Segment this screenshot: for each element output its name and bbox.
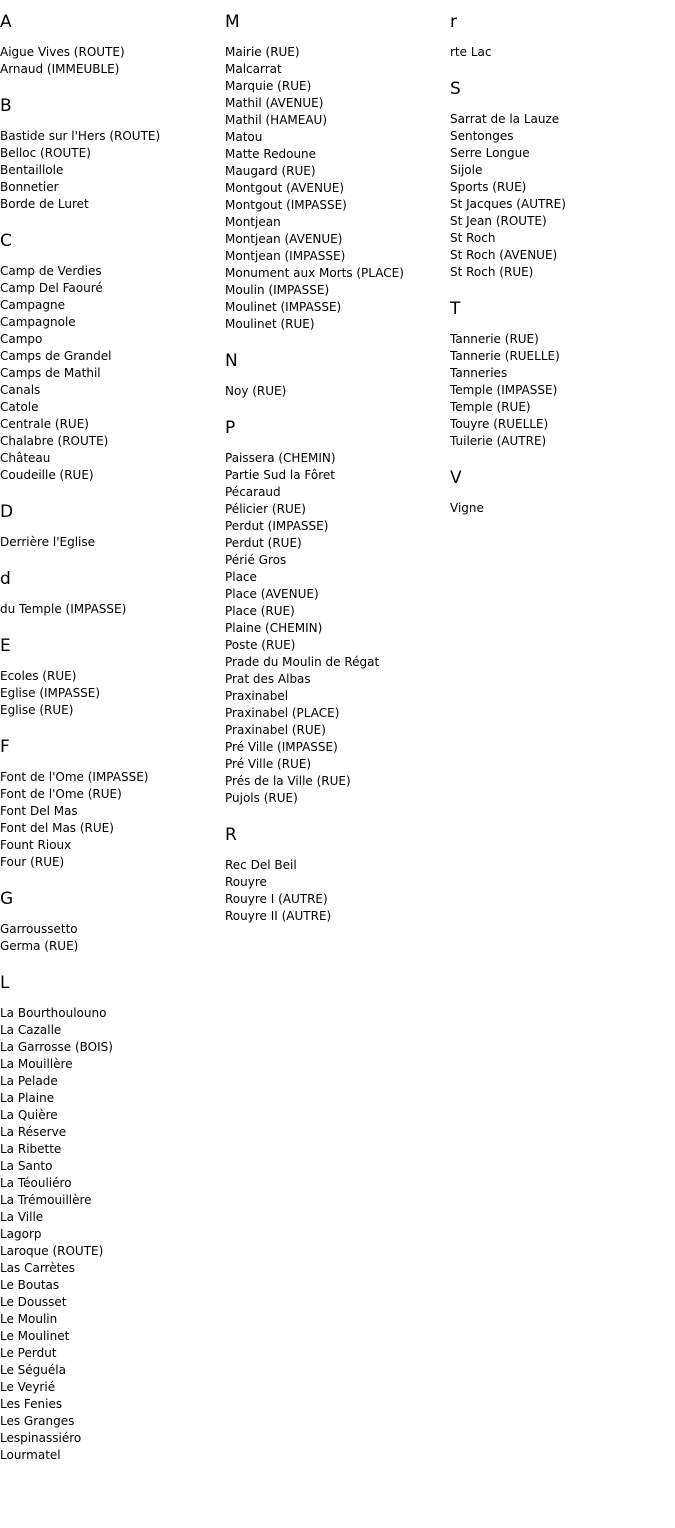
letter-heading: R [225, 825, 237, 845]
street-link-touyre-ruelle[interactable]: Touyre (RUELLE) [450, 417, 549, 431]
street-link-ecoles-rue[interactable]: Ecoles (RUE) [0, 669, 77, 683]
street-link-catole[interactable]: Catole [0, 400, 39, 414]
street-link-montjean-avenue[interactable]: Montjean (AVENUE) [225, 232, 343, 246]
street-list [0, 1005, 225, 1464]
street-link-rouyre-ii-autre[interactable]: Rouyre II (AUTRE) [225, 909, 332, 923]
street-link-centrale-rue[interactable]: Centrale (RUE) [0, 417, 89, 431]
street-link-partie-sud-la-foret[interactable]: Partie Sud la Fôret [225, 468, 335, 482]
street-link-praxinabel-place[interactable]: Praxinabel (PLACE) [225, 706, 340, 720]
street-link-tannerie-ruelle[interactable]: Tannerie (RUELLE) [450, 349, 560, 363]
letter-heading: A [0, 12, 12, 32]
street-link-place[interactable]: Place [225, 570, 257, 584]
street-link-la-teouliero[interactable]: La Téouliéro [0, 1176, 72, 1190]
street-link-st-roch-avenue[interactable]: St Roch (AVENUE) [450, 248, 558, 262]
street-link-font-de-l-ome-impasse[interactable]: Font de l'Ome (IMPASSE) [0, 770, 149, 784]
street-list [0, 601, 225, 618]
street-link-eglise-rue[interactable]: Eglise (RUE) [0, 703, 74, 717]
street-link-place-avenue[interactable]: Place (AVENUE) [225, 587, 319, 601]
street-link-praxinabel[interactable]: Praxinabel [225, 689, 289, 703]
letter-heading: S [450, 79, 461, 99]
street-link-coudeille-rue[interactable]: Coudeille (RUE) [0, 468, 94, 482]
letter-section [450, 468, 675, 517]
letter-heading: D [0, 502, 14, 522]
street-link-tannerie-rue[interactable]: Tannerie (RUE) [450, 332, 539, 346]
street-link-montgout-avenue[interactable]: Montgout (AVENUE) [225, 181, 345, 195]
letter-section [450, 79, 675, 281]
street-link-rouyre-i-autre[interactable]: Rouyre I (AUTRE) [225, 892, 328, 906]
street-link-monument-aux-morts-place[interactable]: Monument aux Morts (PLACE) [225, 266, 404, 280]
street-list [0, 668, 225, 719]
street-link-noy-rue[interactable]: Noy (RUE) [225, 384, 287, 398]
street-link-mathil-hameau[interactable]: Mathil (HAMEAU) [225, 113, 328, 127]
street-link-pre-ville-impasse[interactable]: Pré Ville (IMPASSE) [225, 740, 338, 754]
letter-heading: G [0, 889, 14, 909]
street-link-rec-del-beil[interactable]: Rec Del Beil [225, 858, 297, 872]
letter-section [0, 96, 225, 213]
letter-section [0, 569, 225, 618]
street-link-plaine-chemin[interactable]: Plaine (CHEMIN) [225, 621, 323, 635]
letter-heading: T [450, 299, 461, 319]
street-link-montjean[interactable]: Montjean [225, 215, 281, 229]
letter-section [450, 12, 675, 61]
index-column [225, 0, 450, 943]
street-link-camp-de-verdies[interactable]: Camp de Verdies [0, 264, 102, 278]
street-link-prat-des-albas[interactable]: Prat des Albas [225, 672, 311, 686]
street-link-matte-redoune[interactable]: Matte Redoune [225, 147, 317, 161]
street-link-paissera-chemin[interactable]: Paissera (CHEMIN) [225, 451, 336, 465]
street-link-moulinet-impasse[interactable]: Moulinet (IMPASSE) [225, 300, 342, 314]
street-link-chalabre-route[interactable]: Chalabre (ROUTE) [0, 434, 109, 448]
street-list [450, 500, 675, 517]
street-link-aigue-vives-route[interactable]: Aigue Vives (ROUTE) [0, 45, 125, 59]
street-link-vigne[interactable]: Vigne [450, 501, 484, 515]
street-link-lagorp[interactable]: Lagorp [0, 1227, 42, 1241]
street-link-rte-lac[interactable]: rte Lac [450, 45, 492, 59]
street-link-camps-de-mathil[interactable]: Camps de Mathil [0, 366, 101, 380]
street-link-belloc-route[interactable]: Belloc (ROUTE) [0, 146, 91, 160]
street-link-la-tremouillere[interactable]: La Trémouillère [0, 1193, 92, 1207]
street-link-la-reserve[interactable]: La Réserve [0, 1125, 67, 1139]
street-link-pre-ville-rue[interactable]: Pré Ville (RUE) [225, 757, 312, 771]
street-link-derriere-l-eglise[interactable]: Derrière l'Eglise [0, 535, 95, 549]
street-link-prade-du-moulin-de-regat[interactable]: Prade du Moulin de Régat [225, 655, 380, 669]
street-link-laroque-route[interactable]: Laroque (ROUTE) [0, 1244, 104, 1258]
street-link-moulinet-rue[interactable]: Moulinet (RUE) [225, 317, 315, 331]
street-link-fount-rioux[interactable]: Fount Rioux [0, 838, 72, 852]
street-link-mathil-avenue[interactable]: Mathil (AVENUE) [225, 96, 324, 110]
street-list [225, 450, 450, 807]
street-link-serre-longue[interactable]: Serre Longue [450, 146, 530, 160]
street-link-st-roch[interactable]: St Roch [450, 231, 496, 245]
letter-heading: C [0, 231, 12, 251]
letter-heading: B [0, 96, 12, 116]
street-link-la-ribette[interactable]: La Ribette [0, 1142, 62, 1156]
street-link-sijole[interactable]: Sijole [450, 163, 483, 177]
street-link-malcarrat[interactable]: Malcarrat [225, 62, 282, 76]
street-link-sports-rue[interactable]: Sports (RUE) [450, 180, 527, 194]
street-link-la-cazalle[interactable]: La Cazalle [0, 1023, 62, 1037]
street-link-montjean-impasse[interactable]: Montjean (IMPASSE) [225, 249, 346, 263]
street-link-font-de-l-ome-rue[interactable]: Font de l'Ome (RUE) [0, 787, 122, 801]
street-link-camps-de-grandel[interactable]: Camps de Grandel [0, 349, 112, 363]
street-link-le-veyrie[interactable]: Le Veyrié [0, 1380, 56, 1394]
street-link-bastide-sur-l-hers-route[interactable]: Bastide sur l'Hers (ROUTE) [0, 129, 161, 143]
street-link-moulin-impasse[interactable]: Moulin (IMPASSE) [225, 283, 330, 297]
street-link-chateau[interactable]: Château [0, 451, 51, 465]
street-link-germa-rue[interactable]: Germa (RUE) [0, 939, 79, 953]
street-list [225, 44, 450, 333]
street-link-arnaud-immeuble[interactable]: Arnaud (IMMEUBLE) [0, 62, 120, 76]
letter-heading: r [450, 12, 457, 32]
street-link-campo[interactable]: Campo [0, 332, 43, 346]
letter-section [0, 636, 225, 719]
street-link-mairie-rue[interactable]: Mairie (RUE) [225, 45, 300, 59]
street-link-la-garrosse-bois[interactable]: La Garrosse (BOIS) [0, 1040, 113, 1054]
letter-heading: E [0, 636, 11, 656]
street-link-le-perdut[interactable]: Le Perdut [0, 1346, 57, 1360]
street-link-bentaillole[interactable]: Bentaillole [0, 163, 64, 177]
street-list [450, 331, 675, 450]
letter-section [0, 502, 225, 551]
street-link-montgout-impasse[interactable]: Montgout (IMPASSE) [225, 198, 347, 212]
street-link-maugard-rue[interactable]: Maugard (RUE) [225, 164, 316, 178]
index-column [450, 0, 675, 535]
street-link-borde-de-luret[interactable]: Borde de Luret [0, 197, 89, 211]
letter-heading: P [225, 418, 236, 438]
street-link-le-moulin[interactable]: Le Moulin [0, 1312, 58, 1326]
street-link-camp-del-faoure[interactable]: Camp Del Faouré [0, 281, 103, 295]
letter-section [0, 889, 225, 955]
street-link-campagne[interactable]: Campagne [0, 298, 65, 312]
street-list [0, 128, 225, 213]
street-link-la-plaine[interactable]: La Plaine [0, 1091, 55, 1105]
street-link-four-rue[interactable]: Four (RUE) [0, 855, 65, 869]
street-link-perie-gros[interactable]: Périé Gros [225, 553, 287, 567]
street-link-las-carretes[interactable]: Las Carrètes [0, 1261, 75, 1275]
street-list [0, 921, 225, 955]
letter-heading: V [450, 468, 462, 488]
street-list [450, 111, 675, 281]
street-link-le-dousset[interactable]: Le Dousset [0, 1295, 67, 1309]
letter-heading: N [225, 351, 238, 371]
street-link-campagnole[interactable]: Campagnole [0, 315, 76, 329]
street-list [225, 383, 450, 400]
street-link-du-temple-impasse[interactable]: du Temple (IMPASSE) [0, 602, 127, 616]
street-link-st-jacques-autre[interactable]: St Jacques (AUTRE) [450, 197, 566, 211]
street-link-pelicier-rue[interactable]: Pélicier (RUE) [225, 502, 306, 516]
letter-heading: d [0, 569, 11, 589]
street-link-place-rue[interactable]: Place (RUE) [225, 604, 295, 618]
street-link-la-ville[interactable]: La Ville [0, 1210, 44, 1224]
letter-heading: L [0, 973, 10, 993]
street-list [0, 534, 225, 551]
street-link-temple-rue[interactable]: Temple (RUE) [450, 400, 531, 414]
street-link-st-roch-rue[interactable]: St Roch (RUE) [450, 265, 534, 279]
street-link-praxinabel-rue[interactable]: Praxinabel (RUE) [225, 723, 326, 737]
street-link-marquie-rue[interactable]: Marquie (RUE) [225, 79, 312, 93]
letter-section [0, 737, 225, 871]
letter-section [0, 12, 225, 78]
street-link-perdut-impasse[interactable]: Perdut (IMPASSE) [225, 519, 329, 533]
street-link-lespinassiero[interactable]: Lespinassiéro [0, 1431, 82, 1445]
letter-section [225, 418, 450, 807]
street-link-sarrat-de-la-lauze[interactable]: Sarrat de la Lauze [450, 112, 560, 126]
street-link-temple-impasse[interactable]: Temple (IMPASSE) [450, 383, 558, 397]
letter-section [225, 351, 450, 400]
street-link-font-del-mas[interactable]: Font Del Mas [0, 804, 78, 818]
street-link-la-quiere[interactable]: La Quière [0, 1108, 58, 1122]
street-link-la-mouillere[interactable]: La Mouillère [0, 1057, 73, 1071]
street-link-matou[interactable]: Matou [225, 130, 263, 144]
street-link-bonnetier[interactable]: Bonnetier [0, 180, 59, 194]
street-link-rouyre[interactable]: Rouyre [225, 875, 267, 889]
letter-section [450, 299, 675, 450]
letter-heading: M [225, 12, 240, 32]
street-link-le-seguela[interactable]: Le Séguéla [0, 1363, 66, 1377]
street-link-sentonges[interactable]: Sentonges [450, 129, 514, 143]
street-link-le-boutas[interactable]: Le Boutas [0, 1278, 60, 1292]
street-link-garroussetto[interactable]: Garroussetto [0, 922, 78, 936]
street-list [0, 769, 225, 871]
street-link-les-fenies[interactable]: Les Fenies [0, 1397, 63, 1411]
street-link-perdut-rue[interactable]: Perdut (RUE) [225, 536, 302, 550]
street-link-pres-de-la-ville-rue[interactable]: Prés de la Ville (RUE) [225, 774, 351, 788]
letter-section [225, 825, 450, 925]
street-link-font-del-mas-rue[interactable]: Font del Mas (RUE) [0, 821, 114, 835]
street-link-la-bourthoulouno[interactable]: La Bourthoulouno [0, 1006, 107, 1020]
street-list [0, 44, 225, 78]
street-link-lourmatel[interactable]: Lourmatel [0, 1448, 61, 1462]
street-link-les-granges[interactable]: Les Granges [0, 1414, 75, 1428]
index-column [0, 0, 225, 1482]
street-link-tanneries[interactable]: Tanneries [450, 366, 508, 380]
street-link-st-jean-route[interactable]: St Jean (ROUTE) [450, 214, 547, 228]
street-list [450, 44, 675, 61]
street-link-canals[interactable]: Canals [0, 383, 41, 397]
street-link-la-santo[interactable]: La Santo [0, 1159, 53, 1173]
street-link-la-pelade[interactable]: La Pelade [0, 1074, 58, 1088]
street-link-poste-rue[interactable]: Poste (RUE) [225, 638, 296, 652]
street-link-le-moulinet[interactable]: Le Moulinet [0, 1329, 70, 1343]
street-link-pujols-rue[interactable]: Pujols (RUE) [225, 791, 298, 805]
street-link-eglise-impasse[interactable]: Eglise (IMPASSE) [0, 686, 101, 700]
letter-section [0, 973, 225, 1464]
street-link-tuilerie-autre[interactable]: Tuilerie (AUTRE) [450, 434, 547, 448]
street-list [225, 857, 450, 925]
letter-heading: F [0, 737, 10, 757]
street-list [0, 263, 225, 484]
letter-section [225, 12, 450, 333]
letter-section [0, 231, 225, 484]
street-link-pecaraud[interactable]: Pécaraud [225, 485, 281, 499]
